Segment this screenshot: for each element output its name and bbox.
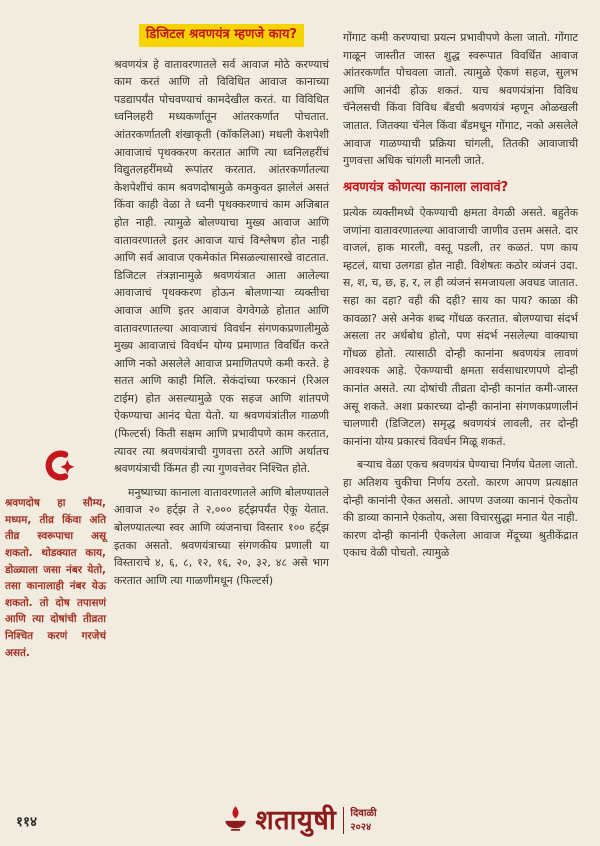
body-paragraph: मनुष्याच्या कानाला वातावरणातले आणि बोलण्यातले आवाज २० हर्ट्झ ते २,००० हर्ट्झपर्यंत ऐकू येतात. बोलण्यातल्या स्वर आणि व्यंजनाचा विस्तार १०० हर्ट्झ इतका असतो. श्रवणयंत्राच्या संगणकीय प्रणाली या विस्ताराचे ४, ६, ८, १२, १६, २०, ३२, ४८ असे भाग करतात आणि त्या गाळणीमधून (फिल्टर्स) <box>114 485 329 587</box>
pull-quote <box>5 450 106 661</box>
section-heading-which-ear: श्रवणयंत्र कोणत्या कानाला लावावं? <box>343 179 509 195</box>
page-number: ११४ <box>16 814 38 830</box>
right-column <box>343 24 578 595</box>
left-heading-wrap <box>114 24 329 47</box>
edition-label <box>343 807 376 834</box>
pull-quote-text: श्रवणदोष हा सौम्य, मध्यम, तीव्र किंवा अति तीव्र स्वरूपाचा असू शकतो. थोडक्यात काय, डोळ्याला जसा नंबर येतो, तसा कानालाही नंबर येऊ शकतो. तो दोष तपासणं आणि त्या दोषांची तीव्रता निश्चित करणं गरजेचं असतं. <box>5 497 106 659</box>
body-paragraph: प्रत्येक व्यक्तीमध्ये ऐकण्याची क्षमता वेगळी असते. बहुतेक जणांना वातावरणातल्या आवाजाची जाणीव उत्तम असते. दार वाजलं, हाक मारली, वस्तू पडली, तर कळतं. पण काय म्हटलं, याचा उलगडा होत नाही. विशेषतः कठोर व्यंजनं उदा. स, श, च, छ, ह, र, ल ही व्यंजनं समजायला अवघड जातात. सहा का दहा? वही की दही? साय का पाय? काळा की कावळा? असे अनेक शब्द गोंधळ करतात. बोलण्याचा संदर्भ असला तर अर्थबोध होतो, पण संदर्भ नसलेल्या वाक्याचा गोंधळ होतो. त्यासाठी दोन्ही कानांना श्रवणयंत्र लावणं आवश्यक आहे. ऐकण्याची क्षमता सर्वसाधारणपणे दोन्ही कानांत असते. त्या दोषांची तीव्रता दोन्ही कानांत कमी-जास्त असू शकते. अशा प्रकारच्या दोन्ही कानांना संगणकप्रणालीनं चालणारी (डिजिटल) समृद्ध श्रवणयंत्रं लावली, तर दोन्ही कानांना योग्य प्रकारचं विवर्धन मिळू शकतं. <box>343 206 578 448</box>
section-heading-digital-hearing-aid: डिजिटल श्रवणयंत्र म्हणजे काय? <box>139 24 304 47</box>
article-columns <box>114 24 578 595</box>
page-footer <box>0 796 600 836</box>
body-paragraph: बऱ्याच वेळा एकच श्रवणयंत्र घेण्याचा निर्णय घेतला जातो. हा अतिशय चुकीचा निर्णय ठरतो. कारण आपण प्रत्यक्षात दोन्ही कानांनी ऐकत असतो. आपण उजव्या कानानं ऐकतोय की डाव्या कानाने ऐकतोय, असा विचारसुद्धा मनात येत नाही. कारण दोन्ही कानांनी ऐकलेला आवाज मेंदूच्या श्रुतीकेंद्रात एकाच वेळी पोचतो. त्यामुळे <box>343 458 578 560</box>
edition-season: दिवाळी <box>350 808 377 819</box>
left-column <box>114 24 329 595</box>
edition-year: २०२४ <box>350 821 372 833</box>
diya-lamp-icon <box>223 805 248 836</box>
magazine-name: शतायुषी <box>255 805 337 836</box>
magazine-logo <box>0 805 600 836</box>
quote-star-icon <box>5 450 106 485</box>
body-paragraph: गोंगाट कमी करण्याचा प्रयत्न प्रभावीपणे केला जातो. गोंगाट गाळून जास्तीत जास्त शुद्ध स्वरूपात विवर्धित आवाज आंतरकर्णांत पोचवला जातो. त्यामुळे ऐकणं सहज, सुलभ आणि आनंदी होऊ शकतं. याच श्रवणयंत्रांना विविध चॅनेलसची किंवा विविध बँडची श्रवणयंत्रं म्हणून ओळखली जातात. जितक्या चॅनेल किंवा बँडमधून गोंगाट, नको असलेले आवाज गाळण्याची प्रक्रिया चांगली, तितकी आवाजाची गुणवत्ता अधिक चांगली मानली जाते. <box>343 31 578 168</box>
body-paragraph: श्रवणयंत्र हे वातावरणातले सर्व आवाज मोठे करण्याचं काम करतं आणि तो विविधित आवाज कानाच्या पडद्यापर्यंत पोचवण्याचं कामदेखील करतं. या विविधित ध्वनिलहरी मध्यकर्णातून आंतरकर्णात पोचतात. आंतरकर्णातली शंखाकृती (कॉकलिआ) मधली केशपेशी आवाजाचं पृथक्करण करतात आणि त्या ध्वनिलहरींचं विद्युतलहरींमध्ये रूपांतर करतात. आंतरकर्णातल्या केशपेशींचं काम श्रवणदोषामुळे कमकुवत झालेलं असतं किंवा काही वेळा ते ध्वनी पृथक्करणाचं काम अजिबात होत नाही. त्यामुळे बोलण्याचा मुख्य आवाज आणि वातावरणातले इतर आवाज याचं विश्लेषण होत नाही आणि सर्व आवाज एकमेकांत मिसळल्यासारखे वाटतात. डिजिटल तंत्रज्ञानामुळे श्रवणयंत्रात आता आलेल्या आवाजाचं पृथक्करण होऊन बोलणाऱ्या व्यक्तीचा आवाज आणि इतर आवाज वेगवेगळे होतात आणि वातावरणातल्या आवाजाचं विवर्धन संगणकप्रणालीमुळे मुख्य आवाजाचं विवर्धन योग्य प्रमाणात विवर्धित करते आणि नको असलेले आवाज प्रमाणितपणे कमी करते. हे सतत आणि काही मिलि. सेकंदांच्या फरकानं (रिअल टाईम) होत असल्यामुळे एक सहज आणि शांतपणे ऐकण्याचा आनंद घेता येतो. या श्रवणयंत्रांतील गाळणी (फिल्टर्स) किती सक्षम आणि प्रभावीपणे काम करतात, त्यावर त्या श्रवणयंत्राची गुणवत्ता ठरते आणि अर्थातच श्रवणयंत्राची किंमत ही त्या गुणवत्तेवर निश्चित होते. <box>114 57 329 476</box>
